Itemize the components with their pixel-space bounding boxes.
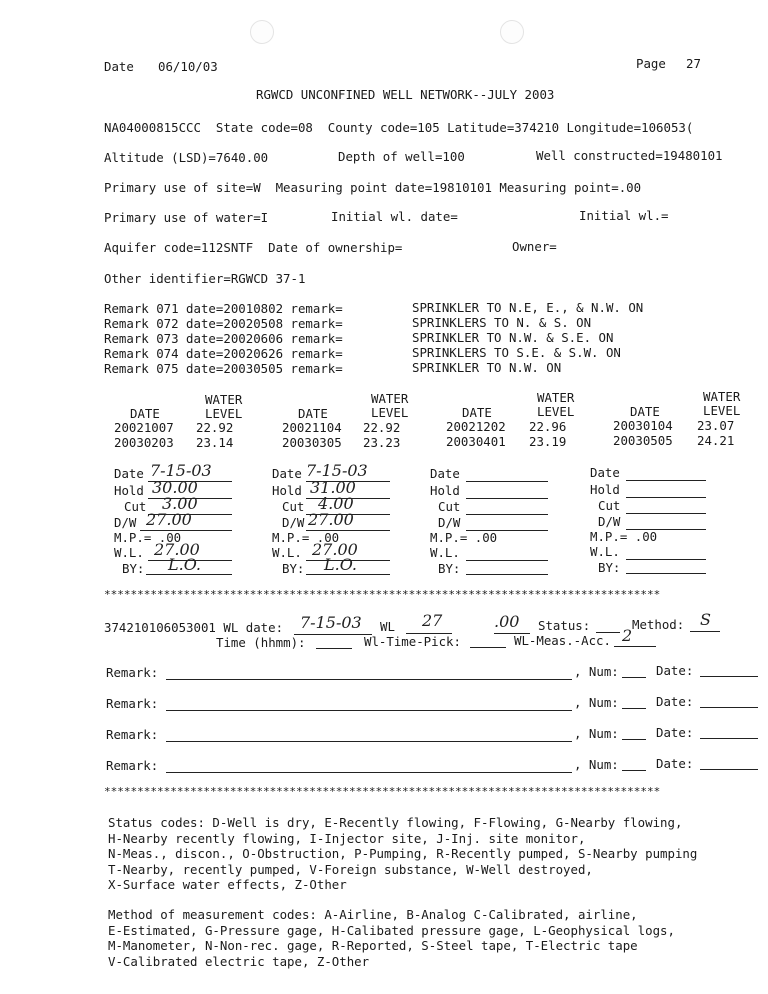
block2-mp: M.P.= .00 — [272, 530, 340, 545]
remark-line-1-field[interactable] — [166, 679, 572, 680]
status-codes-block — [108, 816, 768, 892]
page-title: RGWCD UNCONFINED WELL NETWORK--JULY 2003 — [256, 87, 555, 102]
wl-col3-water-header: WATER — [537, 390, 575, 405]
well-constructed: Well constructed=19480101 — [536, 148, 723, 163]
block2-date-value: 7-15-03 — [306, 461, 368, 480]
remark-073-text: SPRINKLER TO N.W. & S.E. ON — [412, 330, 614, 345]
punch-hole-right — [500, 20, 524, 44]
remark-line-3-num-label: , Num: — [574, 726, 619, 741]
wl-col4-level-header: LEVEL — [703, 403, 741, 418]
block1-hold-value: 30.00 — [152, 478, 198, 497]
remark-line-4-date-field[interactable] — [700, 769, 758, 770]
block3-date-line[interactable] — [466, 481, 548, 482]
block3-by-label: BY: — [438, 561, 461, 576]
method-codes-line: Method of measurement codes: A-Airline, B-Analog C-Calibrated, airline, — [108, 908, 638, 922]
entry-wl-meas-acc-value: 2 — [622, 626, 633, 645]
entry-wl-dec-value: .00 — [494, 612, 520, 631]
remark-line-2-num-field[interactable] — [622, 708, 646, 709]
altitude: Altitude (LSD)=7640.00 — [104, 150, 269, 165]
status-codes-line: T-Nearby, recently pumped, V-Foreign substance, W-Well destroyed, — [108, 861, 593, 877]
block3-wl-line[interactable] — [466, 560, 548, 561]
primary-use-water: Primary use of water=I — [104, 210, 269, 225]
block4-cut-line[interactable] — [626, 513, 706, 514]
block4-dw-label: D/W — [598, 514, 621, 529]
wl-col4-row1-level: 23.07 — [697, 418, 735, 433]
block2-cut-label: Cut — [282, 499, 305, 514]
entry-wl-date-value: 7-15-03 — [300, 613, 362, 632]
wl-col1-row2-level: 23.14 — [196, 435, 234, 450]
entry-method-line[interactable] — [690, 631, 720, 632]
page-number: 27 — [686, 56, 701, 71]
remark-072-text: SPRINKLERS TO N. & S. ON — [412, 315, 592, 330]
block4-date-line[interactable] — [626, 480, 706, 481]
other-identifier: Other identifier=RGWCD 37-1 — [104, 271, 306, 286]
status-codes-line: Status codes: D-Well is dry, E-Recently flowing, F-Flowing, G-Nearby flowing, — [108, 816, 683, 830]
remark-line-4-label: Remark: — [106, 758, 159, 773]
block1-wl-label: W.L. — [114, 545, 144, 560]
wl-col1-level-header: LEVEL — [205, 406, 243, 421]
well-depth: Depth of well=100 — [338, 149, 465, 164]
wl-col2-row1-level: 22.92 — [363, 420, 401, 435]
block2-cut-value: 4.00 — [318, 494, 354, 513]
status-codes-line: H-Nearby recently flowing, I-Injector site, J-Inj. site monitor, — [108, 830, 586, 846]
wl-col4-date-header: DATE — [630, 404, 660, 419]
block2-by-label: BY: — [282, 561, 305, 576]
block2-dw-label: D/W — [282, 515, 305, 530]
block2-date-label: Date — [272, 466, 302, 481]
block3-hold-line[interactable] — [466, 498, 548, 499]
wl-col1-date-header: DATE — [130, 406, 160, 421]
wl-col2-row2-level: 23.23 — [363, 435, 401, 450]
remark-line-3-num-field[interactable] — [622, 739, 646, 740]
block3-cut-label: Cut — [438, 499, 461, 514]
block4-cut-label: Cut — [598, 498, 621, 513]
block4-by-label: BY: — [598, 560, 621, 575]
wl-col3-level-header: LEVEL — [537, 404, 575, 419]
method-codes-line: E-Estimated, G-Pressure gage, H-Calibated pressure gage, L-Geophysical logs, — [108, 922, 675, 938]
entry-method-value: S — [700, 610, 711, 629]
block2-wl-label: W.L. — [272, 545, 302, 560]
entry-time-line[interactable] — [316, 648, 352, 649]
remark-071-code: Remark 071 date=20010802 remark= — [104, 301, 343, 316]
entry-method-label: Method: — [632, 617, 685, 632]
entry-wl-label: WL — [380, 619, 395, 634]
method-codes-line: V-Calibrated electric tape, Z-Other — [108, 953, 370, 969]
remark-line-4-num-field[interactable] — [622, 770, 646, 771]
date-label: Date — [104, 59, 134, 74]
wl-col3-row2-date: 20030401 — [446, 434, 506, 449]
wl-col3-date-header: DATE — [462, 405, 492, 420]
remark-line-2-date-label: Date: — [656, 694, 694, 709]
remark-075-code: Remark 075 date=20030505 remark= — [104, 361, 343, 376]
wl-col3-row2-level: 23.19 — [529, 434, 567, 449]
wl-col4-water-header: WATER — [703, 389, 741, 404]
block1-mp: M.P.= .00 — [114, 530, 182, 545]
wl-col4-row1-date: 20030104 — [613, 418, 673, 433]
wl-col4-row2-date: 20030505 — [613, 433, 673, 448]
wl-col2-water-header: WATER — [371, 391, 409, 406]
wl-col1-row1-level: 22.92 — [196, 420, 234, 435]
entry-wl-int-value: 27 — [422, 611, 443, 630]
block3-date-label: Date — [430, 466, 460, 481]
wl-col4-row2-level: 24.21 — [697, 433, 735, 448]
block2-wl-value: 27.00 — [312, 540, 358, 559]
block4-wl-line[interactable] — [626, 559, 706, 560]
block1-by-label: BY: — [122, 561, 145, 576]
remark-line-2-num-label: , Num: — [574, 695, 619, 710]
entry-wl-meas-acc-label: WL-Meas.-Acc. — [514, 633, 611, 648]
entry-status-label: Status: — [538, 618, 591, 633]
block2-by-line — [306, 574, 390, 575]
block1-hold-label: Hold — [114, 483, 144, 498]
wl-col2-level-header: LEVEL — [371, 405, 409, 420]
block1-wl-value: 27.00 — [154, 540, 200, 559]
remark-line-4-date-label: Date: — [656, 756, 694, 771]
remark-line-3-date-field[interactable] — [700, 738, 758, 739]
block1-date-label: Date — [114, 466, 144, 481]
block1-dw-label: D/W — [114, 515, 137, 530]
block4-wl-label: W.L. — [590, 544, 620, 559]
remark-line-1-date-field[interactable] — [700, 676, 758, 677]
block4-date-label: Date — [590, 465, 620, 480]
entry-wl-meas-acc-line[interactable] — [614, 646, 656, 647]
owner: Owner= — [512, 239, 557, 254]
entry-wl-time-pick-label: Wl-Time-Pick: — [364, 634, 461, 649]
block3-by-line[interactable] — [466, 574, 548, 575]
entry-time-label: Time (hhmm): — [216, 635, 306, 650]
block4-mp: M.P.= .00 — [590, 529, 658, 544]
wl-col1-water-header: WATER — [205, 392, 243, 407]
wl-col3-row1-date: 20021202 — [446, 419, 506, 434]
block3-mp: M.P.= .00 — [430, 530, 498, 545]
remark-line-2-label: Remark: — [106, 696, 159, 711]
remark-line-1-label: Remark: — [106, 665, 159, 680]
entry-wl-date-line[interactable] — [294, 634, 372, 635]
method-codes-line: M-Manometer, N-Non-rec. gage, R-Reported, S-Steel tape, T-Electric tape — [108, 938, 638, 953]
remark-line-3-label: Remark: — [106, 727, 159, 742]
block3-hold-label: Hold — [430, 483, 460, 498]
separator-bottom: ************************************************************************************ — [104, 785, 661, 798]
wl-col2-row1-date: 20021104 — [282, 420, 342, 435]
block4-by-line[interactable] — [626, 573, 706, 574]
date-value: 06/10/03 — [158, 59, 218, 74]
aquifer-code: Aquifer code=112SNTF Date of ownership= — [104, 240, 403, 255]
remark-line-4-num-label: , Num: — [574, 757, 619, 772]
block1-by-line — [146, 574, 232, 575]
block3-dw-label: D/W — [438, 515, 461, 530]
wl-col2-row2-date: 20030305 — [282, 435, 342, 450]
block3-cut-line[interactable] — [466, 514, 548, 515]
remark-074-text: SPRINKLERS TO S.E. & S.W. ON — [412, 345, 621, 360]
wl-col1-row1-date: 20021007 — [114, 420, 174, 435]
remark-073-code: Remark 073 date=20020606 remark= — [104, 331, 343, 346]
remark-line-1-date-label: Date: — [656, 663, 694, 678]
remark-line-4-field[interactable] — [166, 772, 572, 773]
initial-wl-date: Initial wl. date= — [331, 209, 458, 224]
remark-075-text: SPRINKLER TO N.W. ON — [412, 360, 562, 375]
block1-cut-label: Cut — [124, 499, 147, 514]
remark-line-2-field[interactable] — [166, 710, 572, 711]
block3-wl-label: W.L. — [430, 545, 460, 560]
block1-cut-value: 3.00 — [162, 494, 198, 513]
block1-by-initials: L.O. — [168, 555, 201, 574]
block2-hold-value: 31.00 — [310, 478, 356, 497]
remark-071-text: SPRINKLER TO N.E, E., & N.W. ON — [412, 300, 644, 315]
entry-wl-time-pick-line[interactable] — [470, 647, 506, 648]
site-id-line: NA04000815CCC State code=08 County code=105 Latitude=374210 Longitude=106053( — [104, 121, 694, 135]
block2-dw-value: 27.00 — [308, 510, 354, 529]
remark-line-2-date-field[interactable] — [700, 707, 758, 708]
remark-line-1-num-label: , Num: — [574, 664, 619, 679]
status-codes-line: X-Surface water effects, Z-Other — [108, 877, 347, 892]
block1-dw-value: 27.00 — [146, 510, 192, 529]
remark-line-3-field[interactable] — [166, 741, 572, 742]
wl-col2-date-header: DATE — [298, 406, 328, 421]
block4-hold-label: Hold — [590, 482, 620, 497]
block2-hold-label: Hold — [272, 483, 302, 498]
wl-col3-row1-level: 22.96 — [529, 419, 567, 434]
separator-top: ************************************************************************************ — [104, 588, 661, 601]
primary-use-site: Primary use of site=W Measuring point date=19810101 Measuring point=.00 — [104, 180, 642, 195]
status-codes-line: N-Meas., discon., O-Obstruction, P-Pumping, R-Recently pumped, S-Nearby pumping — [108, 846, 698, 861]
wl-col1-row2-date: 20030203 — [114, 435, 174, 450]
entry-site-id: 374210106053001 WL date: — [104, 620, 284, 635]
remark-072-code: Remark 072 date=20020508 remark= — [104, 316, 343, 331]
initial-wl: Initial wl.= — [579, 208, 669, 223]
punch-hole-left — [250, 20, 274, 44]
page-label: Page — [636, 56, 666, 71]
remark-line-1-num-field[interactable] — [622, 677, 646, 678]
remark-074-code: Remark 074 date=20020626 remark= — [104, 346, 343, 361]
block4-hold-line[interactable] — [626, 497, 706, 498]
block1-date-value: 7-15-03 — [150, 461, 212, 480]
method-codes-block — [108, 908, 768, 969]
block2-by-initials: L.O. — [324, 555, 357, 574]
remark-line-3-date-label: Date: — [656, 725, 694, 740]
